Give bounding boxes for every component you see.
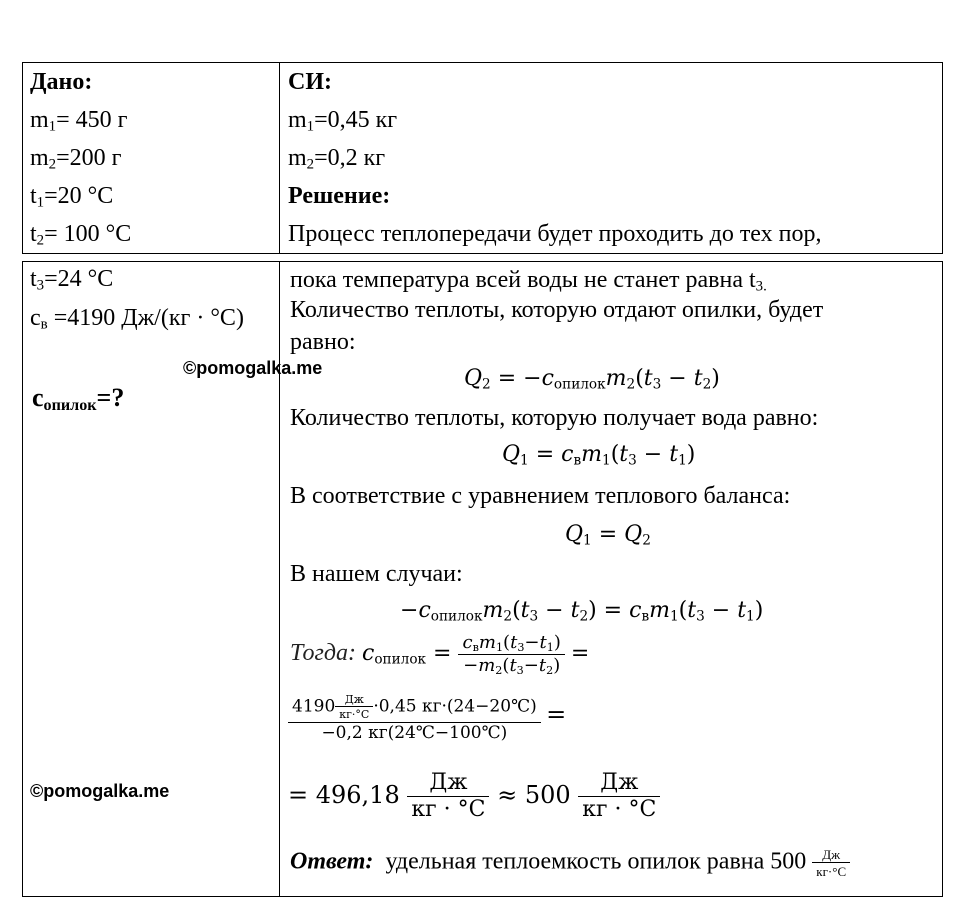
solution-paragraph-6: В нашем случаи:: [290, 561, 463, 587]
given-t3: $t_3=24$ °C: [30, 266, 114, 294]
given-t1: $t_1=20$ °C: [30, 183, 114, 211]
equation-q1: $Q_1 = c_вm_1(t_3 - t_1)$: [502, 442, 696, 469]
si-title: СИ:: [288, 69, 332, 95]
given-unknown: $c_{опилок}=$?: [32, 383, 125, 415]
solution-paragraph-3b: равно:: [290, 329, 356, 355]
si-m1: $m_1=0,45$ кг: [288, 107, 398, 135]
given-t2: $t_2= 100$ °C: [30, 221, 132, 249]
given-m1: $m_1= 450$ г: [30, 107, 128, 135]
equation-case: $-c_{опилок}m_2(t_3 - t_2) = c_вm_1(t_3 - t_1)$: [400, 598, 764, 625]
equation-q2: $Q_2 = -c_{опилок}m_2(t_3 - t_2)$: [464, 366, 720, 393]
watermark-bottom: ©pomogalka.me: [30, 781, 170, 801]
given-m2: $m_2=200$ г: [30, 145, 122, 173]
solution-paragraph-1: Процесс теплопередачи будет проходить до тех пор,: [288, 221, 822, 247]
equation-balance: $Q_1 = Q_2$: [565, 522, 651, 549]
si-m2: $m_2=0,2$ кг: [288, 145, 386, 173]
solution-title: Решение:: [288, 183, 391, 209]
given-title: Дано:: [30, 69, 93, 95]
solution-paragraph-5: В соответствие с уравнением теплового баланса:: [290, 483, 791, 509]
solution-paragraph-4: Количество теплоты, которую получает вода равно:: [290, 405, 819, 431]
watermark-top: ©pomogalka.me: [183, 358, 323, 378]
answer-line: Ответ: удельная теплоемкость опилок равна 500 $\frac{Дж}{кг\cdot^\circ С}$: [290, 848, 850, 878]
equation-result: = 496,18 $\frac{Дж}{кг \cdot ^\circ С}$ ≈ 500 $\frac{Дж}{кг \cdot ^\circ С}$: [288, 772, 660, 821]
equation-then: Тогда: $c_{опилок}$ = $\frac{c_вm_1(t_3-t_1)}{-m_2(t_3-t_2)}$ =: [290, 632, 590, 677]
given-cv: $c_в =4190$ Дж/(кг · °С): [30, 305, 244, 333]
solution-paragraph-3a: Количество теплоты, которую отдают опилки, будет: [290, 297, 824, 323]
equation-numeric: 4190 $\frac{Дж}{кг\cdot^\circ С}$ ·0,45 кг·(24−20℃) −0,2 кг(24℃−100℃) =: [288, 694, 566, 742]
solution-paragraph-2: пока температура всей воды не станет равна $t_{3.}$: [290, 267, 767, 295]
